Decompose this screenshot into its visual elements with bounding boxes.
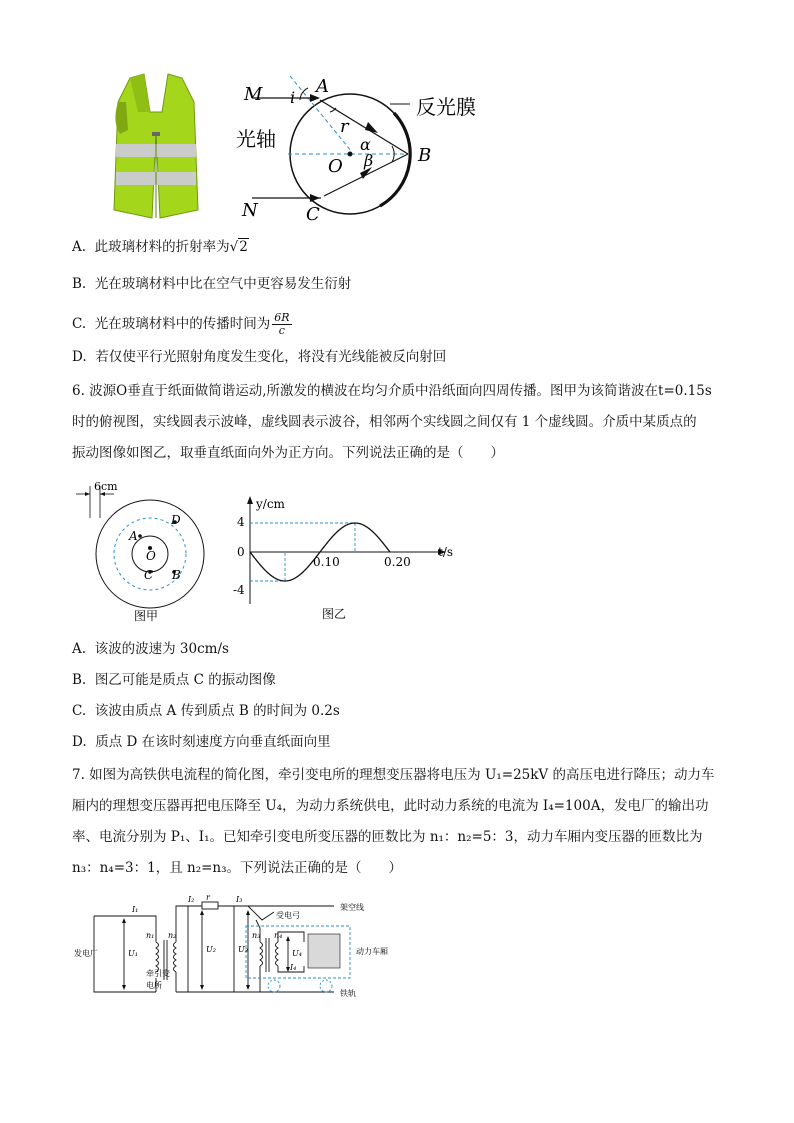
caption-yi: 图乙 bbox=[322, 607, 347, 621]
sqrt-symbol: √2 bbox=[229, 239, 248, 255]
circuit-diagram bbox=[74, 892, 414, 1002]
label-M: M bbox=[244, 84, 263, 105]
figure-jia bbox=[68, 478, 218, 628]
circuit-n4: n₄ bbox=[274, 931, 283, 940]
label-O: O bbox=[328, 156, 343, 177]
circuit-I3: I₃ bbox=[236, 895, 243, 904]
circuit-pantograph: 受电弓 bbox=[276, 911, 300, 920]
circuit-station2: 电所 bbox=[146, 981, 162, 990]
q7-stem: 7. 如图为高铁供电流程的简化图，牵引变电所的理想变压器将电压为 U₁=25kV 的高压电进行降压；动力车 厢内的理想变压器再把电压降至 U₄，为动力系统供电，此时动力系统的电流为 I₄=100A，发电厂的输出功 率、电流分别为 P₁、I₁。已知牵引变电所变压器的匝数比为 n₁：n₂=5：3，动力车厢内变压器的匝数比为 n₃：n₄=3：1，且 n₂=n₃。下列说法正确的是（ ） bbox=[72, 767, 715, 876]
q6-option-b: B. 图乙可能是质点 C 的振动图像 bbox=[72, 672, 276, 688]
fraction: $\frac{6R}{c}$ bbox=[274, 311, 290, 337]
q6-option-a: A. 该波的波速为 30cm/s bbox=[72, 641, 229, 657]
circuit-plant: 发电厂 bbox=[74, 949, 98, 958]
point-C: C bbox=[144, 568, 154, 582]
circuit-catenary: 架空线 bbox=[340, 903, 364, 912]
label-B: B bbox=[418, 145, 432, 166]
x-tick-010: 0.10 bbox=[313, 555, 340, 569]
label-N: N bbox=[242, 200, 258, 221]
circuit-rail: 铁轨 bbox=[340, 989, 356, 998]
circuit-U1: U₁ bbox=[128, 949, 138, 958]
label-r: r bbox=[340, 116, 349, 137]
q5-option-a: A. 此玻璃材料的折射率为√2 bbox=[72, 239, 248, 255]
y-axis-label: y/cm bbox=[256, 497, 285, 511]
vest-image bbox=[108, 72, 204, 220]
point-A: A bbox=[129, 529, 138, 543]
q6-option-d: D. 质点 D 在该时刻速度方向垂直纸面向里 bbox=[72, 734, 331, 750]
caption-jia: 图甲 bbox=[134, 609, 159, 623]
label-alpha: α bbox=[360, 135, 371, 154]
circuit-n2: n₂ bbox=[168, 931, 177, 940]
label-i: i bbox=[290, 88, 296, 107]
q5-option-b: B. 光在玻璃材料中比在空气中更容易发生衍射 bbox=[72, 276, 352, 292]
point-B: B bbox=[172, 568, 181, 582]
q6-option-c: C. 该波由质点 A 传到质点 B 的时间为 0.2s bbox=[72, 703, 340, 719]
y-tick-neg4: -4 bbox=[233, 583, 245, 597]
label-A: A bbox=[316, 76, 329, 97]
label-beta: β bbox=[364, 151, 374, 170]
label-film: 反光膜 bbox=[416, 95, 476, 119]
x-axis-label: t/s bbox=[438, 545, 454, 559]
circuit-n3: n₃ bbox=[252, 931, 261, 940]
circuit-U3: U₃ bbox=[238, 945, 248, 954]
circuit-U2: U₂ bbox=[206, 945, 216, 954]
y-tick-4: 4 bbox=[237, 515, 245, 529]
circuit-station1: 牵引变 bbox=[146, 969, 170, 978]
x-tick-020: 0.20 bbox=[384, 555, 411, 569]
point-D: D bbox=[171, 513, 181, 527]
point-O: O bbox=[146, 549, 156, 563]
q6-stem: 6. 波源O垂直于纸面做简谐运动,所激发的横波在均匀介质中沿纸面向四周传播。图甲为该简谐波在t=0.15s 时的俯视图，实线圆表示波峰，虚线圆表示波谷，相邻两个实线圆之间仅有 1 个虚线圆。介质中某质点的 振动图像如图乙，取垂直纸面向外为正方向。下列说法正确的是（ ） bbox=[72, 383, 712, 461]
label-C: C bbox=[306, 204, 320, 225]
circuit-I4: I₄ bbox=[290, 963, 297, 972]
label-axis: 光轴 bbox=[236, 127, 276, 151]
optics-diagram bbox=[230, 70, 500, 230]
figure-yi bbox=[222, 486, 472, 626]
y-tick-0: 0 bbox=[237, 545, 245, 559]
scale-label: 6cm bbox=[94, 480, 118, 493]
q5-option-d: D. 若仅使平行光照射角度发生变化，将没有光线能被反向射回 bbox=[72, 349, 447, 365]
circuit-car: 动力车厢 bbox=[356, 947, 388, 956]
circuit-n1: n₁ bbox=[146, 931, 155, 940]
q5-option-c: C. 光在玻璃材料中的传播时间为 $\frac{6R}{c}$ bbox=[72, 311, 290, 337]
circuit-U4: U₄ bbox=[292, 949, 302, 958]
circuit-I2: I₂ bbox=[188, 895, 195, 904]
circuit-I1: I₁ bbox=[132, 905, 139, 914]
circuit-r: r bbox=[206, 893, 210, 902]
